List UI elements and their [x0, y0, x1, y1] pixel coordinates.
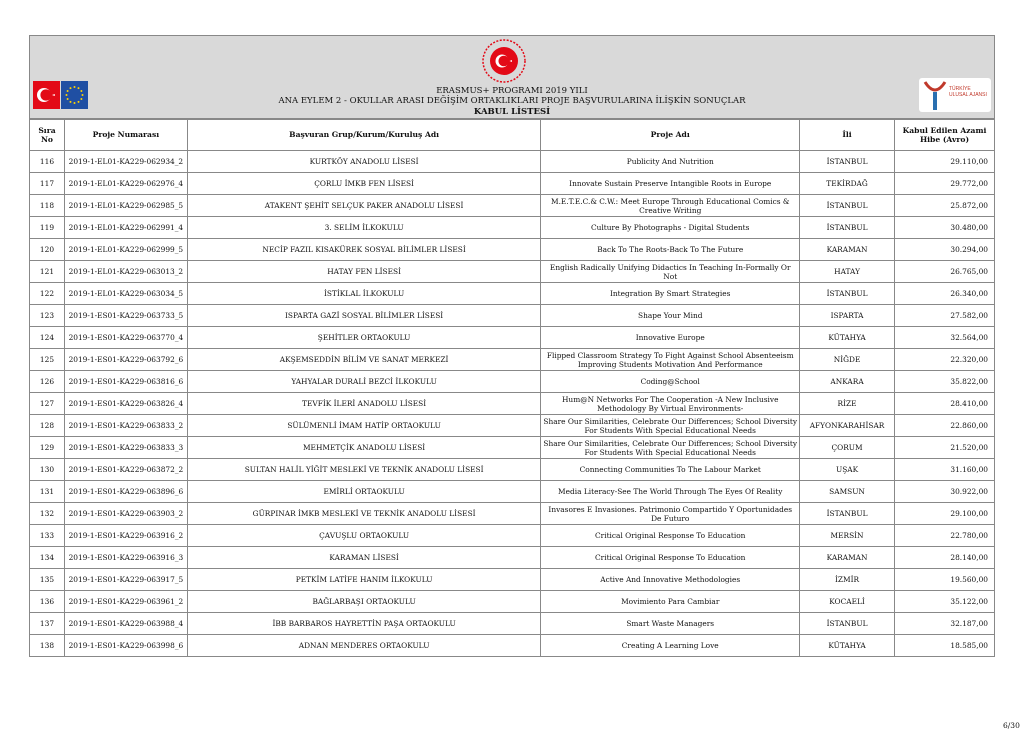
cell-sira-no: 121 [30, 261, 65, 283]
cell-proje-numarasi: 2019-1-ES01-KA229-063826_4 [64, 393, 187, 415]
cell-sira-no: 132 [30, 503, 65, 525]
cell-proje-adi: Shape Your Mind [541, 305, 800, 327]
table-row [30, 327, 995, 349]
cell-proje-adi: Invasores E Invasiones. Patrimonio Compartido Y Oportunidades De Futuro [541, 503, 800, 525]
table-row [30, 591, 995, 613]
cell-proje-numarasi: 2019-1-ES01-KA229-063903_2 [64, 503, 187, 525]
cell-proje-adi: Integration By Smart Strategies [541, 283, 800, 305]
cell-kurum-adi: ÇAVUŞLU ORTAOKULU [187, 525, 541, 547]
cell-proje-numarasi: 2019-1-ES01-KA229-063998_6 [64, 635, 187, 657]
cell-il: KOCAELİ [800, 591, 895, 613]
cell-proje-adi: Coding@School [541, 371, 800, 393]
cell-proje-numarasi: 2019-1-EL01-KA229-063034_5 [64, 283, 187, 305]
table-row [30, 547, 995, 569]
ministry-seal-icon [481, 38, 527, 84]
cell-il: İSTANBUL [800, 217, 895, 239]
cell-sira-no: 135 [30, 569, 65, 591]
cell-proje-adi: English Radically Unifying Didactics In Teaching In-Formally Or Not [541, 261, 800, 283]
results-table [29, 118, 995, 657]
cell-hibe: 35.122,00 [895, 591, 995, 613]
document-subtitle: ANA EYLEM 2 - OKULLAR ARASI DEĞİŞİM ORTAKLIKLARI PROJE BAŞVURULARINA İLİŞKİN SONUÇLAR [278, 96, 746, 106]
cell-hibe: 32.187,00 [895, 613, 995, 635]
table-row [30, 371, 995, 393]
cell-il: İSTANBUL [800, 195, 895, 217]
cell-proje-numarasi: 2019-1-ES01-KA229-063916_3 [64, 547, 187, 569]
table-row [30, 239, 995, 261]
cell-proje-adi: Back To The Roots-Back To The Future [541, 239, 800, 261]
cell-kurum-adi: SULTAN HALİL YİĞİT MESLEKİ VE TEKNİK ANADOLU LİSESİ [187, 459, 541, 481]
cell-kurum-adi: GÜRPINAR İMKB MESLEKİ VE TEKNİK ANADOLU LİSESİ [187, 503, 541, 525]
cell-hibe: 30.922,00 [895, 481, 995, 503]
table-row [30, 569, 995, 591]
cell-proje-numarasi: 2019-1-ES01-KA229-063896_6 [64, 481, 187, 503]
cell-il: KÜTAHYA [800, 635, 895, 657]
cell-sira-no: 123 [30, 305, 65, 327]
cell-proje-numarasi: 2019-1-ES01-KA229-063872_2 [64, 459, 187, 481]
page-header [29, 35, 995, 120]
cell-hibe: 22.860,00 [895, 415, 995, 437]
cell-proje-adi: Flipped Classroom Strategy To Fight Against School Absenteeism Improving Students Motivation And Performance [541, 349, 800, 371]
table-row [30, 635, 995, 657]
cell-proje-numarasi: 2019-1-EL01-KA229-062999_5 [64, 239, 187, 261]
cell-il: MERSİN [800, 525, 895, 547]
cell-kurum-adi: ŞEHİTLER ORTAOKULU [187, 327, 541, 349]
cell-sira-no: 129 [30, 437, 65, 459]
cell-il: İSTANBUL [800, 613, 895, 635]
cell-proje-numarasi: 2019-1-ES01-KA229-063917_5 [64, 569, 187, 591]
cell-proje-numarasi: 2019-1-ES01-KA229-063770_4 [64, 327, 187, 349]
list-title: KABUL LİSTESİ [473, 107, 551, 117]
cell-proje-adi: Active And Innovative Methodologies [541, 569, 800, 591]
cell-hibe: 22.320,00 [895, 349, 995, 371]
cell-proje-adi: Publicity And Nutrition [541, 151, 800, 173]
cell-hibe: 28.140,00 [895, 547, 995, 569]
table-row [30, 217, 995, 239]
cell-proje-numarasi: 2019-1-ES01-KA229-063833_3 [64, 437, 187, 459]
document-title: ERASMUS+ PROGRAMI 2019 YILI [436, 86, 588, 96]
table-body [30, 151, 995, 657]
cell-kurum-adi: AKŞEMSEDDİN BİLİM VE SANAT MERKEZİ [187, 349, 541, 371]
cell-hibe: 18.585,00 [895, 635, 995, 657]
cell-il: İSTANBUL [800, 151, 895, 173]
column-header-hibe: Kabul Edilen Azami Hibe (Avro) [895, 119, 995, 151]
cell-hibe: 25.872,00 [895, 195, 995, 217]
cell-sira-no: 137 [30, 613, 65, 635]
cell-il: KARAMAN [800, 547, 895, 569]
cell-il: ÇORUM [800, 437, 895, 459]
cell-proje-numarasi: 2019-1-EL01-KA229-062985_5 [64, 195, 187, 217]
cell-hibe: 27.582,00 [895, 305, 995, 327]
cell-hibe: 19.560,00 [895, 569, 995, 591]
cell-sira-no: 127 [30, 393, 65, 415]
cell-proje-adi: Critical Original Response To Education [541, 547, 800, 569]
table-row [30, 459, 995, 481]
cell-il: AFYONKARAHİSAR [800, 415, 895, 437]
column-header-sira-no: Sıra No [30, 119, 65, 151]
cell-kurum-adi: İSTİKLAL İLKOKULU [187, 283, 541, 305]
column-header-proje-adi: Proje Adı [541, 119, 800, 151]
cell-kurum-adi: SÜLÜMENLİ İMAM HATİP ORTAOKULU [187, 415, 541, 437]
table-header-row [30, 119, 995, 151]
table-row [30, 481, 995, 503]
cell-il: KÜTAHYA [800, 327, 895, 349]
cell-proje-adi: Creating A Learning Love [541, 635, 800, 657]
cell-proje-numarasi: 2019-1-EL01-KA229-062934_2 [64, 151, 187, 173]
cell-kurum-adi: ISPARTA GAZİ SOSYAL BİLİMLER LİSESİ [187, 305, 541, 327]
cell-proje-numarasi: 2019-1-ES01-KA229-063792_6 [64, 349, 187, 371]
cell-sira-no: 118 [30, 195, 65, 217]
cell-proje-adi: Smart Waste Managers [541, 613, 800, 635]
cell-proje-numarasi: 2019-1-ES01-KA229-063988_4 [64, 613, 187, 635]
cell-sira-no: 130 [30, 459, 65, 481]
cell-kurum-adi: KURTKÖY ANADOLU LİSESİ [187, 151, 541, 173]
cell-proje-adi: Connecting Communities To The Labour Market [541, 459, 800, 481]
page-number: 6/30 [1003, 721, 1020, 730]
cell-sira-no: 117 [30, 173, 65, 195]
cell-hibe: 29.772,00 [895, 173, 995, 195]
cell-il: İZMİR [800, 569, 895, 591]
cell-proje-numarasi: 2019-1-EL01-KA229-063013_2 [64, 261, 187, 283]
cell-sira-no: 116 [30, 151, 65, 173]
cell-sira-no: 131 [30, 481, 65, 503]
cell-kurum-adi: ADNAN MENDERES ORTAOKULU [187, 635, 541, 657]
table-row [30, 349, 995, 371]
column-header-proje-numarasi: Proje Numarası [64, 119, 187, 151]
cell-kurum-adi: ÇORLU İMKB FEN LİSESİ [187, 173, 541, 195]
cell-proje-adi: M.E.T.E.C.& C.W.: Meet Europe Through Educational Comics & Creative Writing [541, 195, 800, 217]
table-row [30, 151, 995, 173]
cell-hibe: 29.100,00 [895, 503, 995, 525]
cell-il: HATAY [800, 261, 895, 283]
cell-hibe: 21.520,00 [895, 437, 995, 459]
cell-proje-adi: Hum@N Networks For The Cooperation -A New Inclusive Methodology By Virtual Environments- [541, 393, 800, 415]
table-row [30, 305, 995, 327]
cell-proje-numarasi: 2019-1-ES01-KA229-063816_6 [64, 371, 187, 393]
cell-hibe: 28.410,00 [895, 393, 995, 415]
cell-il: TEKİRDAĞ [800, 173, 895, 195]
cell-hibe: 22.780,00 [895, 525, 995, 547]
cell-sira-no: 138 [30, 635, 65, 657]
cell-il: NİĞDE [800, 349, 895, 371]
table-row [30, 613, 995, 635]
cell-hibe: 31.160,00 [895, 459, 995, 481]
table-row [30, 415, 995, 437]
cell-proje-numarasi: 2019-1-ES01-KA229-063961_2 [64, 591, 187, 613]
table-row [30, 173, 995, 195]
national-agency-logo-text: TÜRKİYE ULUSAL AJANSI [949, 86, 987, 98]
cell-proje-numarasi: 2019-1-ES01-KA229-063833_2 [64, 415, 187, 437]
cell-hibe: 35.822,00 [895, 371, 995, 393]
cell-sira-no: 119 [30, 217, 65, 239]
cell-il: ISPARTA [800, 305, 895, 327]
cell-sira-no: 133 [30, 525, 65, 547]
cell-il: SAMSUN [800, 481, 895, 503]
cell-proje-adi: Share Our Similarities, Celebrate Our Differences; School Diversity For Students With Special Educational Needs [541, 437, 800, 459]
cell-il: İSTANBUL [800, 503, 895, 525]
cell-kurum-adi: NECİP FAZIL KISAKÜREK SOSYAL BİLİMLER LİSESİ [187, 239, 541, 261]
cell-proje-adi: Innovate Sustain Preserve Intangible Roots in Europe [541, 173, 800, 195]
table-row [30, 261, 995, 283]
cell-hibe: 30.480,00 [895, 217, 995, 239]
cell-il: ANKARA [800, 371, 895, 393]
column-header-basvuran-kurum: Başvuran Grup/Kurum/Kuruluş Adı [187, 119, 541, 151]
cell-sira-no: 128 [30, 415, 65, 437]
cell-hibe: 26.765,00 [895, 261, 995, 283]
cell-kurum-adi: KARAMAN LİSESİ [187, 547, 541, 569]
column-header-ili: İli [800, 119, 895, 151]
table-row [30, 393, 995, 415]
cell-sira-no: 124 [30, 327, 65, 349]
cell-sira-no: 122 [30, 283, 65, 305]
cell-proje-numarasi: 2019-1-EL01-KA229-062991_4 [64, 217, 187, 239]
cell-kurum-adi: ATAKENT ŞEHİT SELÇUK PAKER ANADOLU LİSESİ [187, 195, 541, 217]
cell-sira-no: 120 [30, 239, 65, 261]
table-row [30, 437, 995, 459]
cell-sira-no: 134 [30, 547, 65, 569]
cell-sira-no: 125 [30, 349, 65, 371]
cell-kurum-adi: İBB BARBAROS HAYRETTİN PAŞA ORTAOKULU [187, 613, 541, 635]
cell-il: İSTANBUL [800, 283, 895, 305]
cell-proje-adi: Critical Original Response To Education [541, 525, 800, 547]
cell-hibe: 29.110,00 [895, 151, 995, 173]
cell-kurum-adi: 3. SELİM İLKOKULU [187, 217, 541, 239]
cell-proje-adi: Innovative Europe [541, 327, 800, 349]
cell-kurum-adi: PETKİM LATİFE HANIM İLKOKULU [187, 569, 541, 591]
cell-kurum-adi: HATAY FEN LİSESİ [187, 261, 541, 283]
cell-proje-numarasi: 2019-1-ES01-KA229-063916_2 [64, 525, 187, 547]
cell-proje-adi: Media Literacy-See The World Through The Eyes Of Reality [541, 481, 800, 503]
cell-kurum-adi: EMİRLİ ORTAOKULU [187, 481, 541, 503]
table-row [30, 525, 995, 547]
table-row [30, 283, 995, 305]
cell-hibe: 30.294,00 [895, 239, 995, 261]
document-page [29, 35, 1020, 730]
cell-hibe: 26.340,00 [895, 283, 995, 305]
cell-proje-numarasi: 2019-1-EL01-KA229-062976_4 [64, 173, 187, 195]
cell-sira-no: 126 [30, 371, 65, 393]
cell-proje-adi: Movimiento Para Cambiar [541, 591, 800, 613]
cell-proje-adi: Culture By Photographs - Digital Students [541, 217, 800, 239]
cell-kurum-adi: YAHYALAR DURALİ BEZCİ İLKOKULU [187, 371, 541, 393]
cell-il: KARAMAN [800, 239, 895, 261]
cell-kurum-adi: TEVFİK İLERİ ANADOLU LİSESİ [187, 393, 541, 415]
cell-sira-no: 136 [30, 591, 65, 613]
cell-proje-adi: Share Our Similarities, Celebrate Our Differences; School Diversity For Students With Special Educational Needs [541, 415, 800, 437]
cell-il: UŞAK [800, 459, 895, 481]
cell-kurum-adi: BAĞLARBAŞI ORTAOKULU [187, 591, 541, 613]
cell-il: RİZE [800, 393, 895, 415]
table-row [30, 503, 995, 525]
cell-kurum-adi: MEHMETÇİK ANADOLU LİSESİ [187, 437, 541, 459]
cell-proje-numarasi: 2019-1-ES01-KA229-063733_5 [64, 305, 187, 327]
table-row [30, 195, 995, 217]
cell-hibe: 32.564,00 [895, 327, 995, 349]
